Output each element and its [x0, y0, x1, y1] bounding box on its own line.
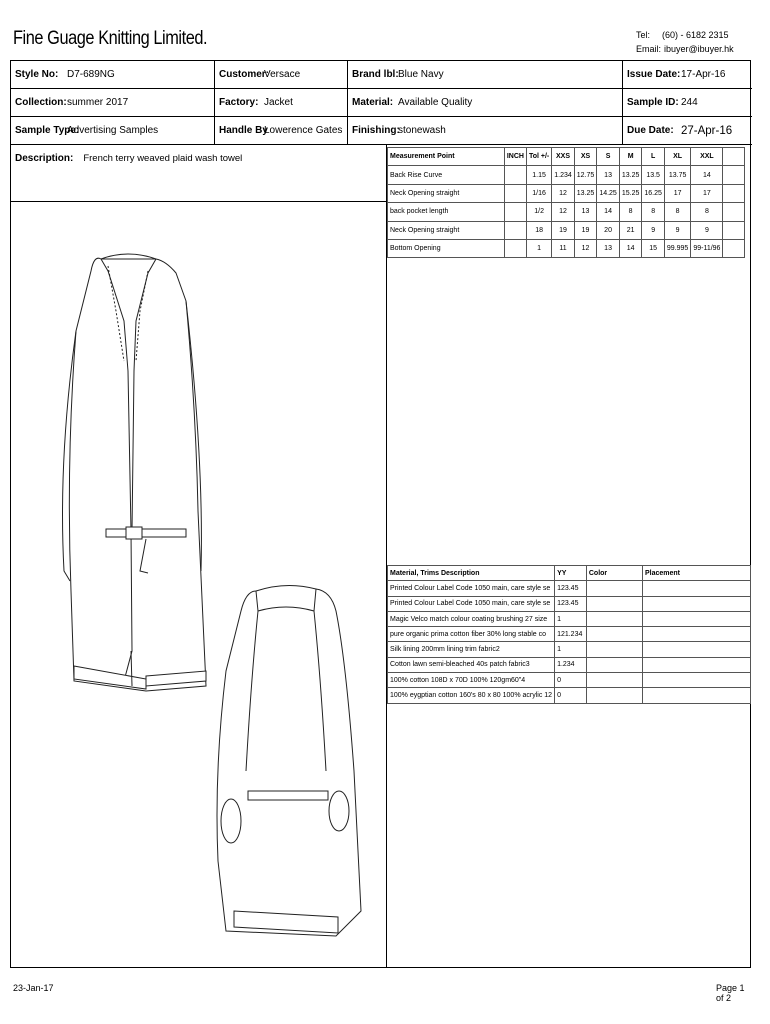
factory-value: Jacket: [264, 97, 293, 108]
measurement-cell: 1/16: [526, 184, 551, 202]
measurement-cell: [723, 184, 745, 202]
table-row: [388, 657, 751, 672]
issue-date-cell: [623, 61, 752, 88]
measurement-cell: 15.25: [619, 184, 642, 202]
email-value: ibuyer@ibuyer.hk: [664, 44, 734, 54]
customer-cell: [215, 61, 348, 88]
trims-cell: [643, 642, 751, 657]
customer-value: Versace: [264, 69, 301, 80]
measurement-cell: Neck Opening straight: [388, 221, 505, 239]
measurement-cell: 18: [526, 221, 551, 239]
measurement-header-row: [388, 148, 745, 166]
measurement-cell: 14: [691, 166, 723, 184]
measurement-column-header: S: [597, 148, 620, 166]
trims-cell: Printed Colour Label Code 1050 main, care style se: [388, 596, 555, 611]
measurement-cell: 13: [597, 166, 620, 184]
style-no-label: Style No:: [15, 69, 59, 80]
description-label: Description:: [15, 153, 74, 164]
trims-cell: 123.45: [555, 596, 587, 611]
measurement-cell: 12: [574, 239, 597, 257]
measurement-cell: 17: [691, 184, 723, 202]
trims-column-header: Placement: [643, 566, 751, 581]
measurement-cell: 9: [691, 221, 723, 239]
due-date-cell: [623, 117, 752, 144]
measurement-column-header: L: [642, 148, 665, 166]
trims-cell: [643, 657, 751, 672]
tel-value: (60) - 6182 2315: [662, 30, 729, 40]
measurement-cell: 14: [619, 239, 642, 257]
measurement-cell: 8: [619, 203, 642, 221]
due-date-label: Due Date:: [627, 125, 674, 136]
table-row: [388, 184, 745, 202]
measurement-cell: 1.234: [552, 166, 575, 184]
measurement-cell: 15: [642, 239, 665, 257]
table-row: [388, 596, 751, 611]
footer-page: Page 1 of 2: [716, 983, 745, 1003]
measurement-cell: 14.25: [597, 184, 620, 202]
trims-cell: 1: [555, 611, 587, 626]
factory-label: Factory:: [219, 97, 259, 108]
trims-cell: [643, 581, 751, 596]
measurement-cell: 19: [574, 221, 597, 239]
finishing-label: Finishing:: [352, 125, 400, 136]
measurement-cell: 9: [642, 221, 665, 239]
sample-type-cell: [11, 117, 215, 144]
measurement-cell: 9: [664, 221, 690, 239]
measurement-cell: [504, 184, 526, 202]
factory-cell: [215, 89, 348, 116]
measurement-cell: 11: [552, 239, 575, 257]
trims-column-header: Material, Trims Description: [388, 566, 555, 581]
trims-cell: 121.234: [555, 627, 587, 642]
table-row: [388, 581, 751, 596]
footer-date: 23-Jan-17: [13, 983, 54, 993]
sample-id-cell: [623, 89, 752, 116]
measurement-column-header: XS: [574, 148, 597, 166]
measurement-cell: 1: [526, 239, 551, 257]
sample-id-label: Sample ID:: [627, 97, 679, 108]
trims-cell: [643, 688, 751, 703]
table-row: [388, 611, 751, 626]
measurement-cell: 14: [597, 203, 620, 221]
due-date-value: 27-Apr-16: [681, 124, 733, 137]
trims-cell: [586, 688, 642, 703]
trims-cell: Printed Colour Label Code 1050 main, care style se: [388, 581, 555, 596]
trims-cell: [586, 596, 642, 611]
trims-column-header: Color: [586, 566, 642, 581]
trims-cell: 1.234: [555, 657, 587, 672]
measurement-column-header: [723, 148, 745, 166]
measurement-cell: [723, 203, 745, 221]
measurement-cell: back pocket length: [388, 203, 505, 221]
spec-sheet-frame: [10, 60, 751, 1003]
measurement-column-header: XXS: [552, 148, 575, 166]
measurement-column-header: XXL: [691, 148, 723, 166]
description-divider: [11, 201, 386, 202]
tel-label: Tel:: [636, 30, 651, 40]
measurement-cell: 13.75: [664, 166, 690, 184]
description-value: French terry weaved plaid wash towel: [83, 153, 243, 164]
customer-label: Customer:: [219, 69, 270, 80]
trims-header-row: [388, 566, 751, 581]
table-row: [388, 203, 745, 221]
trims-column-header: YY: [555, 566, 587, 581]
brand-cell: [348, 61, 623, 88]
measurement-cell: 13.5: [642, 166, 665, 184]
table-row: [388, 642, 751, 657]
trims-table: [387, 565, 751, 704]
measurement-cell: Bottom Opening: [388, 239, 505, 257]
style-no-value: D7-689NG: [67, 69, 115, 80]
measurement-cell: 1.15: [526, 166, 551, 184]
measurement-cell: 13: [574, 203, 597, 221]
measurement-cell: [504, 166, 526, 184]
measurement-cell: 21: [619, 221, 642, 239]
measurement-cell: [723, 239, 745, 257]
collection-value: summer 2017: [67, 97, 129, 108]
material-value: Available Quality: [398, 97, 473, 108]
trims-cell: [643, 673, 751, 688]
brand-value: Blue Navy: [398, 69, 444, 80]
table-row: [388, 673, 751, 688]
measurement-cell: 99.995: [664, 239, 690, 257]
measurement-cell: 8: [691, 203, 723, 221]
measurement-cell: 16.25: [642, 184, 665, 202]
measurement-cell: 8: [664, 203, 690, 221]
material-label: Material:: [352, 97, 394, 108]
measurement-cell: [504, 203, 526, 221]
measurement-column-header: M: [619, 148, 642, 166]
trims-cell: 1: [555, 642, 587, 657]
measurement-column-header: INCH: [504, 148, 526, 166]
brand-label: Brand lbl:: [352, 69, 399, 80]
trims-cell: [586, 581, 642, 596]
trims-cell: [643, 627, 751, 642]
trims-cell: pure organic prima cotton fiber 30% long stable co: [388, 627, 555, 642]
trims-cell: [643, 611, 751, 626]
back-view-sketch: [217, 585, 361, 936]
trims-cell: Silk lining 200mm lining trim fabric2: [388, 642, 555, 657]
sample-id-value: 244: [681, 97, 698, 108]
trims-cell: Cotton lawn semi-bleached 40s patch fabric3: [388, 657, 555, 672]
trims-cell: 100% eygptian cotton 160's 80 x 80 100% acrylic 12: [388, 688, 555, 703]
contact-info: [636, 28, 734, 56]
measurement-cell: 8: [642, 203, 665, 221]
measurement-cell: 99-11/96: [691, 239, 723, 257]
finishing-cell: [348, 117, 623, 144]
measurement-cell: 1/2: [526, 203, 551, 221]
trims-cell: [586, 642, 642, 657]
table-row: [388, 239, 745, 257]
company-name: Fine Guage Knitting Limited.: [13, 28, 208, 49]
sample-type-label: Sample Type:: [15, 125, 80, 136]
measurement-cell: 13.25: [574, 184, 597, 202]
trims-cell: 123.45: [555, 581, 587, 596]
measurement-cell: 19: [552, 221, 575, 239]
email-label: Email:: [636, 44, 662, 54]
front-view-sketch: [63, 254, 207, 691]
measurement-cell: 12: [552, 203, 575, 221]
handle-by-label: Handle By: [219, 125, 268, 136]
trims-cell: 100% cotton 108D x 70D 100% 120gm60"4: [388, 673, 555, 688]
measurement-column-header: XL: [664, 148, 690, 166]
trims-cell: Magic Velco match colour coating brushing 27 size: [388, 611, 555, 626]
measurement-cell: [504, 239, 526, 257]
measurement-cell: Back Rise Curve: [388, 166, 505, 184]
handle-by-value: Lowerence Gates: [264, 125, 343, 136]
finishing-value: stonewash: [398, 125, 446, 136]
measurement-cell: 13.25: [619, 166, 642, 184]
measurement-column-header: Tol +/-: [526, 148, 551, 166]
header-row-3: [11, 117, 752, 145]
table-row: [388, 221, 745, 239]
trims-cell: [643, 596, 751, 611]
measurement-cell: 20: [597, 221, 620, 239]
material-cell: [348, 89, 623, 116]
trims-cell: 0: [555, 673, 587, 688]
table-row: [388, 627, 751, 642]
trims-cell: [586, 627, 642, 642]
measurement-cell: 12: [552, 184, 575, 202]
sample-type-value: Advertising Samples: [67, 125, 159, 136]
style-no-cell: [11, 61, 215, 88]
trims-cell: [586, 673, 642, 688]
table-row: [388, 166, 745, 184]
garment-sketch: [36, 211, 380, 967]
issue-date-label: Issue Date:: [627, 69, 681, 80]
handle-by-cell: [215, 117, 348, 144]
trims-cell: [586, 657, 642, 672]
measurement-cell: [723, 166, 745, 184]
measurement-column-header: Measurement Point: [388, 148, 505, 166]
trims-cell: [586, 611, 642, 626]
description: [15, 153, 242, 164]
measurement-cell: [504, 221, 526, 239]
table-row: [388, 688, 751, 703]
trims-cell: 0: [555, 688, 587, 703]
collection-cell: [11, 89, 215, 116]
collection-label: Collection:: [15, 97, 67, 108]
header-row-2: [11, 89, 752, 117]
issue-date-value: 17-Apr-16: [681, 69, 726, 80]
measurement-cell: Neck Opening straight: [388, 184, 505, 202]
measurement-table: [387, 147, 745, 258]
measurement-cell: 17: [664, 184, 690, 202]
measurement-cell: 12.75: [574, 166, 597, 184]
header-row-1: [11, 61, 752, 89]
measurement-cell: 13: [597, 239, 620, 257]
section-divider: [386, 145, 387, 968]
measurement-cell: [723, 221, 745, 239]
